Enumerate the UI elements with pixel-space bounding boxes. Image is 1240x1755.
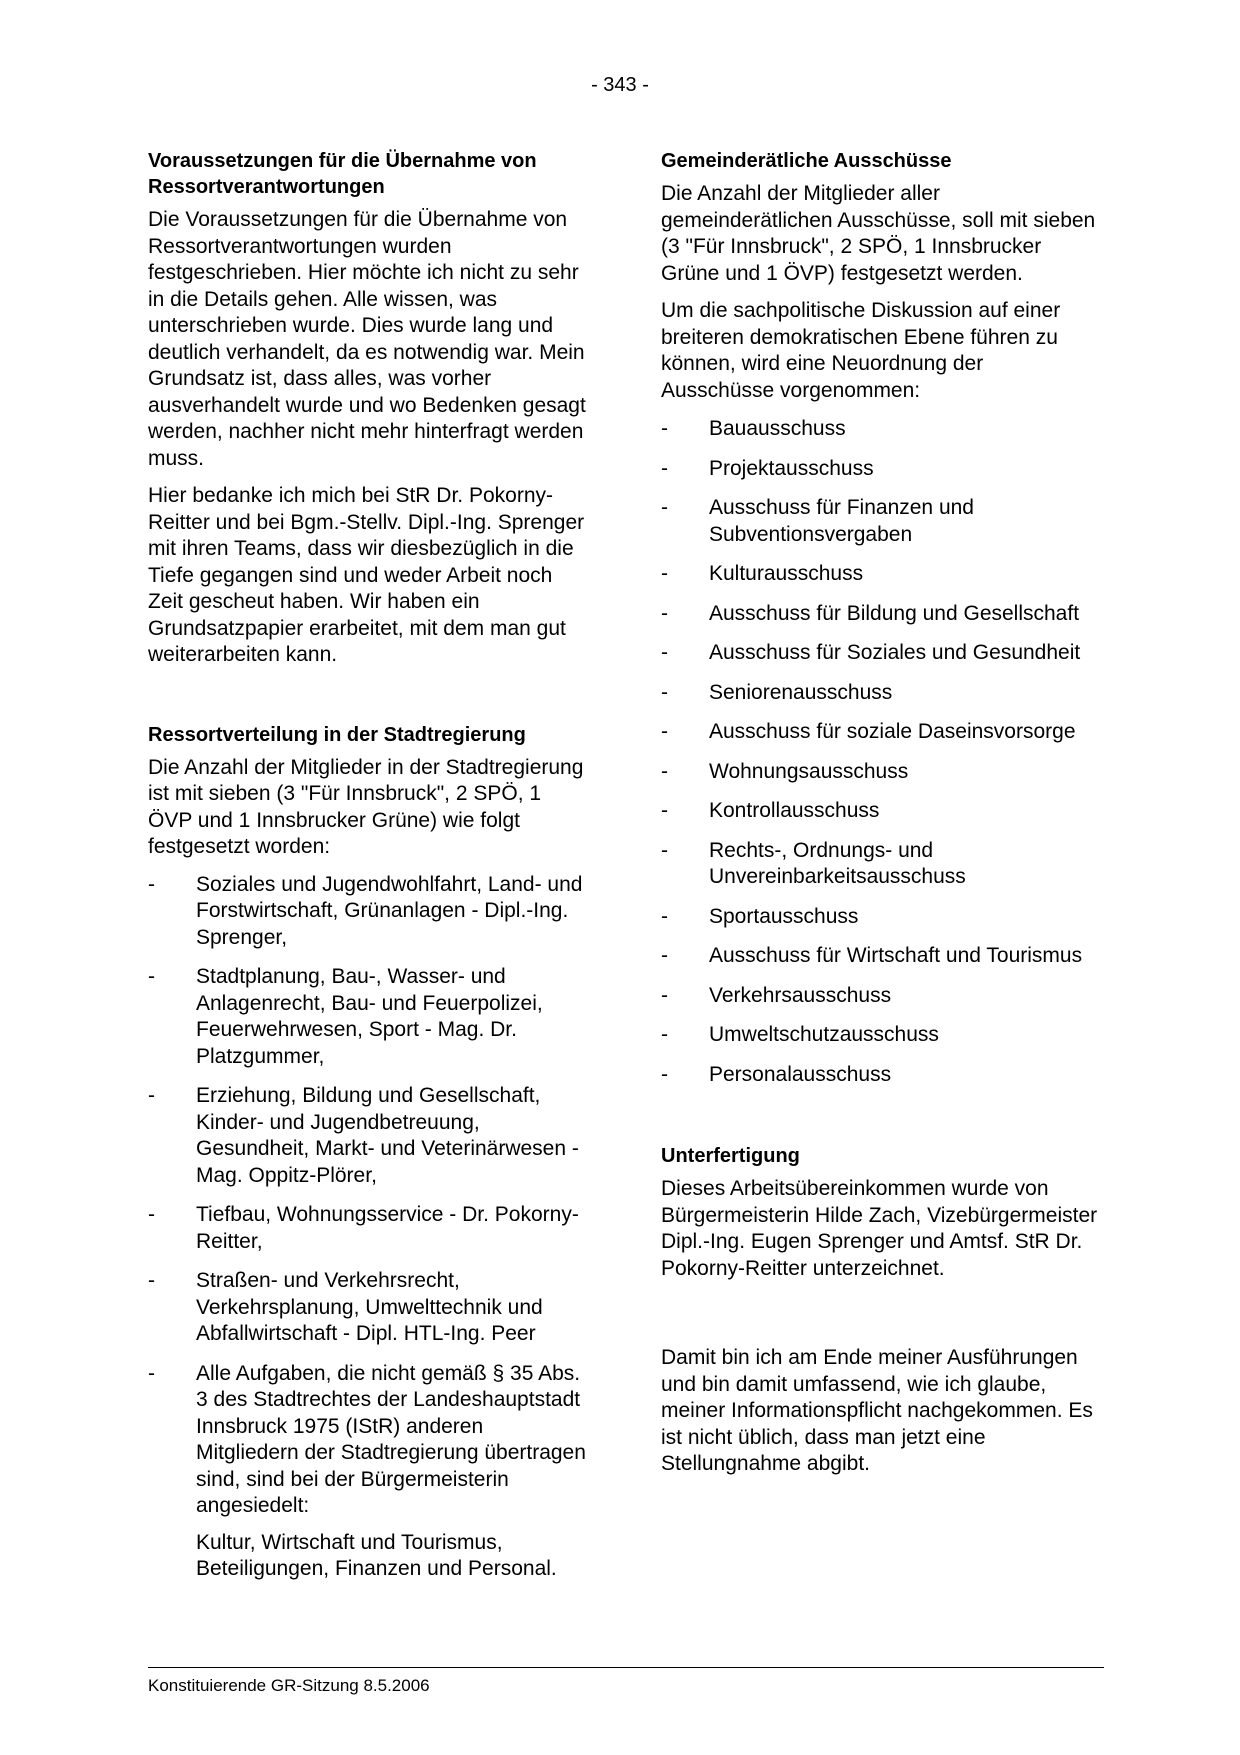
list-item: - Bauausschuss bbox=[661, 416, 1101, 443]
dash-bullet: - bbox=[661, 417, 668, 440]
list-item: - Tiefbau, Wohnungsservice - Dr. Pokorny-Reitter, bbox=[148, 1203, 579, 1253]
page-number: - 343 - bbox=[591, 74, 649, 96]
list-item: - Erziehung, Bildung und Gesellschaft, Kinder- und Jugendbetreuung, Gesundheit, Markt- und Veterinärwesen - Mag. Oppitz-Plörer, bbox=[148, 1084, 579, 1187]
list-item: - Verkehrsausschuss bbox=[661, 983, 1101, 1010]
list-item: - Sportausschuss bbox=[661, 904, 1101, 931]
list-item: - Seniorenausschuss bbox=[661, 680, 1101, 707]
left-column bbox=[148, 148, 588, 1596]
list-item: - Wohnungsausschuss bbox=[661, 759, 1101, 786]
heading-ressortverantwortung: Voraussetzungen für die Übernahme von Ressortverantwortungen bbox=[148, 150, 537, 198]
list-item-sub: Kultur, Wirtschaft und Tourismus, Beteiligungen, Finanzen und Personal. bbox=[196, 1530, 557, 1580]
paragraph: Die Anzahl der Mitglieder aller gemeinderätlichen Ausschüsse, soll mit sieben (3 "Für Innsbruck", 2 SPÖ, 1 Innsbrucker Grüne und 1 ÖVP) festgesetzt werden. bbox=[661, 182, 1096, 285]
dash-bullet: - bbox=[661, 983, 668, 1007]
paragraph: Hier bedanke ich mich bei StR Dr. Pokorny-Reitter und bei Bgm.-Stellv. Dipl.-Ing. Sprenger mit ihren Teams, dass wir diesbezüglich in die Tiefe gegangen sind und weder Arbeit noch Zeit gescheut haben. Wir haben ein Grundsatzpapier erarbeitet, mit dem man gut weiterarbeiten kann. bbox=[148, 484, 585, 666]
heading-ausschuesse: Gemeinderätliche Ausschüsse bbox=[661, 150, 952, 172]
list-item: - Straßen- und Verkehrsrecht, Verkehrsplanung, Umwelttechnik und Abfallwirtschaft - Dipl. HTL-Ing. Peer bbox=[148, 1269, 543, 1345]
dash-bullet: - bbox=[661, 759, 668, 783]
list-item: - Ausschuss für soziale Daseinsvorsorge bbox=[661, 719, 1101, 746]
paragraph: Die Anzahl der Mitglieder in der Stadtregierung ist mit sieben (3 "Für Innsbruck", 2 SPÖ, 1 ÖVP und 1 Innsbrucker Grüne) wie folgt festgesetzt worden: bbox=[148, 755, 584, 858]
paragraph: Dieses Arbeitsübereinkommen wurde von Bürgermeisterin Hilde Zach, Vizebürgermeister Dipl.-Ing. Eugen Sprenger und Amtsf. StR Dr. Pokorny-Reitter unterzeichnet. bbox=[661, 1177, 1098, 1280]
dash-bullet: - bbox=[661, 904, 668, 928]
dash-bullet: - bbox=[661, 1062, 668, 1086]
footer-divider bbox=[148, 1667, 1104, 1668]
dash-bullet: - bbox=[661, 1023, 668, 1046]
right-column bbox=[661, 148, 1101, 1489]
list-item: - Ausschuss für Wirtschaft und Tourismus bbox=[661, 943, 1101, 970]
dash-bullet: - bbox=[148, 965, 155, 988]
dash-bullet: - bbox=[661, 720, 668, 743]
list-item: - Stadtplanung, Bau-, Wasser- und Anlagenrecht, Bau- und Feuerpolizei, Feuerwehrwesen, Sport - Mag. Dr. Platzgummer, bbox=[148, 965, 543, 1068]
list-item: - Ausschuss für Finanzen und Subventionsvergaben bbox=[661, 496, 974, 546]
dash-bullet: - bbox=[661, 680, 668, 704]
paragraph: Die Voraussetzungen für die Übernahme von Ressortverantwortungen wurden festgeschrieben. Hier möchte ich nicht zu sehr in die Details gehen. Alle wissen, was unterschrieben wurde. Dies wurde lang und deutlich verhandelt, da es notwendig war. Mein Grundsatz ist, dass alles, was vorher ausverhandelt wurde und wo Bedenken gesagt werden, nachher nicht mehr hinterfragt werden muss. bbox=[148, 208, 586, 470]
list-item: - Ausschuss für Soziales und Gesundheit bbox=[661, 640, 1101, 667]
dash-bullet: - bbox=[661, 799, 668, 822]
list-item: - Kulturausschuss bbox=[661, 561, 1101, 588]
closing-paragraph: Damit bin ich am Ende meiner Ausführungen und bin damit umfassend, wie ich glaube, meiner Informationspflicht nachgekommen. Es ist nicht üblich, dass man jetzt eine Stellungnahme abgibt. bbox=[661, 1346, 1093, 1475]
ressort-list bbox=[148, 872, 588, 1583]
list-item: - Soziales und Jugendwohlfahrt, Land- und Forstwirtschaft, Grünanlagen - Dipl.-Ing. Sprenger, bbox=[148, 872, 583, 949]
dash-bullet: - bbox=[148, 1084, 155, 1107]
dash-bullet: - bbox=[661, 641, 668, 664]
dash-bullet: - bbox=[661, 496, 668, 519]
heading-ressortverteilung: Ressortverteilung in der Stadtregierung bbox=[148, 723, 526, 746]
dash-bullet: - bbox=[661, 944, 668, 967]
list-item: - Kontrollausschuss bbox=[661, 798, 1101, 825]
dash-bullet: - bbox=[148, 1361, 155, 1385]
dash-bullet: - bbox=[148, 872, 155, 896]
list-item: - Umweltschutzausschuss bbox=[661, 1022, 1101, 1049]
dash-bullet: - bbox=[661, 562, 668, 585]
list-item: - Projektausschuss bbox=[661, 456, 1101, 483]
list-item: - Rechts-, Ordnungs- und Unvereinbarkeitsausschuss bbox=[661, 838, 966, 888]
dash-bullet: - bbox=[661, 601, 668, 625]
footer-text: Konstituierende GR-Sitzung 8.5.2006 bbox=[148, 1676, 430, 1695]
dash-bullet: - bbox=[148, 1269, 155, 1292]
list-item: - Personalausschuss bbox=[661, 1062, 1101, 1089]
heading-unterfertigung: Unterfertigung bbox=[661, 1145, 800, 1167]
paragraph: Um die sachpolitische Diskussion auf einer breiteren demokratischen Ebene führen zu können, wird eine Neuordnung der Ausschüsse vorgenommen: bbox=[661, 299, 1061, 402]
ausschuss-list bbox=[661, 416, 1101, 1088]
dash-bullet: - bbox=[661, 838, 668, 862]
dash-bullet: - bbox=[661, 456, 668, 480]
dash-bullet: - bbox=[148, 1203, 155, 1226]
list-item: - Ausschuss für Bildung und Gesellschaft bbox=[661, 601, 1101, 628]
list-item: - Alle Aufgaben, die nicht gemäß § 35 Abs. 3 des Stadtrechtes der Landeshauptstadt Innsbruck 1975 (IStR) anderen Mitgliedern der Stadtregierung übertragen sind, sind bei der Bürgermeisterin angesiedelt: Kultur, Wirtschaft und Tourismus, Beteiligungen, Finanzen und Personal. bbox=[148, 1361, 588, 1583]
